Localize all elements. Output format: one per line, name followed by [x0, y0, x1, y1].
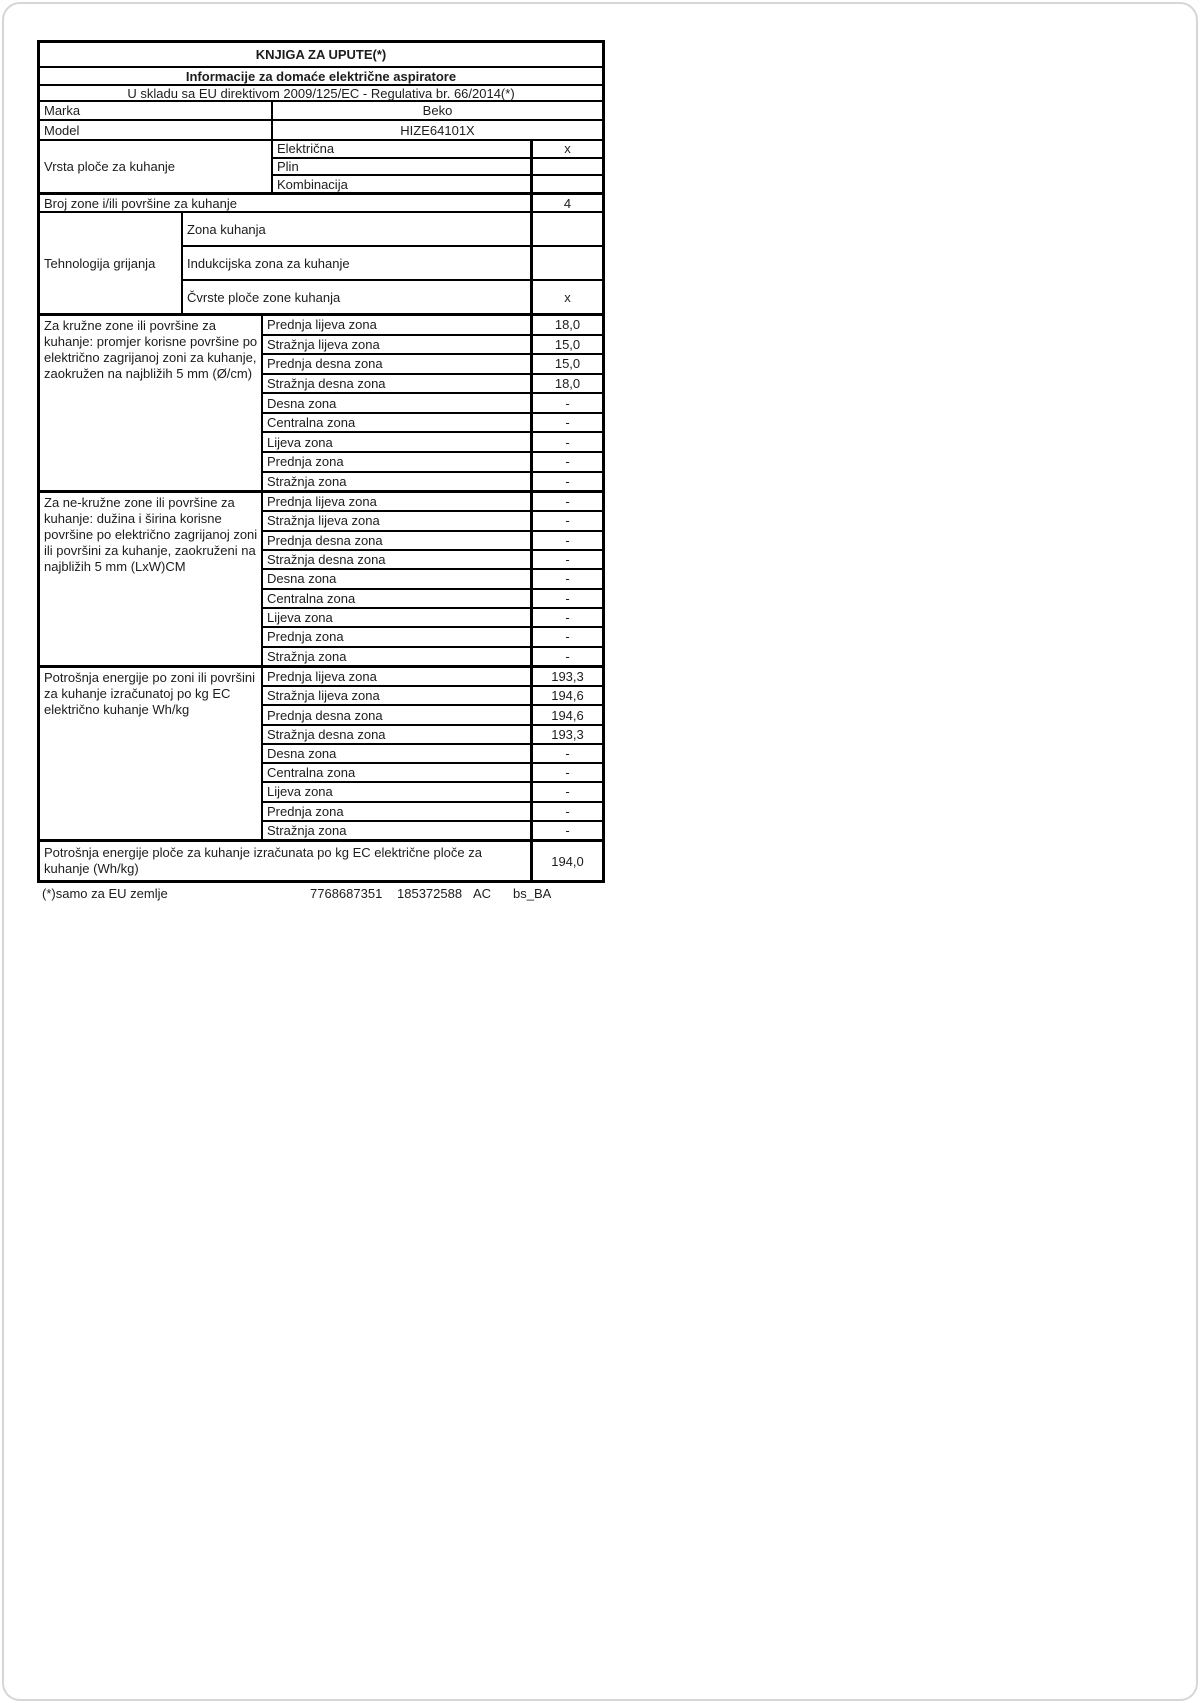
- footer: [37, 886, 605, 906]
- section-energy-label: Potrošnja energije po zoni ili površini za kuhanje izračunatoj po kg EC električno kuhanje Wh/kg: [40, 668, 263, 839]
- section-noncircular-rows: [263, 493, 602, 665]
- zone-count-value: 4: [530, 195, 602, 211]
- hob-type-row-value: [530, 176, 602, 192]
- zone-row: [263, 706, 602, 725]
- marka-label: Marka: [40, 102, 273, 119]
- hob-type-row: [273, 159, 602, 177]
- zone-row-label: Stražnja lijeva zona: [267, 336, 380, 352]
- heating-tech-label: Tehnologija grijanja: [40, 213, 183, 313]
- hob-type-row: [273, 176, 602, 192]
- heating-tech-row-value: [530, 247, 602, 279]
- zone-row-value: -: [530, 822, 602, 839]
- heating-tech-row-label: Čvrste ploče zone kuhanja: [187, 289, 341, 305]
- zone-row: [263, 822, 602, 839]
- zone-row-value: -: [530, 394, 602, 412]
- zone-row-value: -: [530, 628, 602, 645]
- zone-row-label: Prednja lijeva zona: [267, 317, 377, 333]
- model-value: HIZE64101X: [400, 122, 475, 138]
- zone-row-value: -: [530, 453, 602, 471]
- zone-row-label: Prednja lijeva zona: [267, 669, 377, 685]
- group-heating-tech: [40, 213, 602, 316]
- zone-row-value: -: [530, 551, 602, 568]
- zone-row-label: Stražnja zona: [267, 822, 347, 838]
- zone-row: [263, 453, 602, 473]
- zone-row-label: Centralna zona: [267, 765, 356, 781]
- total-energy-label: Potrošnja energije ploče za kuhanje izračunata po kg EC električne ploče za kuhanje (Wh/kg): [44, 845, 482, 876]
- zone-row-label: Prednja zona: [267, 803, 344, 819]
- zone-row-value: 15,0: [530, 355, 602, 373]
- zone-row: [263, 745, 602, 764]
- marka-value: Beko: [422, 103, 453, 118]
- footer-locale: bs_BA: [513, 886, 552, 901]
- fiche-title: KNJIGA ZA UPUTE(*): [40, 43, 602, 68]
- section-noncircular-zones: [40, 493, 602, 668]
- zone-row: [263, 414, 602, 434]
- heating-tech-row-label: Indukcijska zona za kuhanje: [187, 255, 350, 271]
- zone-row-value: -: [530, 745, 602, 762]
- zone-row-label: Stražnja zona: [267, 473, 347, 489]
- model-label: Model: [40, 121, 273, 139]
- zone-row-label: Centralna zona: [267, 590, 356, 606]
- zone-row: [263, 803, 602, 822]
- zone-row-label: Prednja zona: [267, 454, 344, 470]
- zone-row-label: Stražnja lijeva zona: [267, 513, 380, 529]
- zone-row-label: Prednja desna zona: [267, 707, 383, 723]
- zone-row-label: Desna zona: [267, 571, 337, 587]
- zone-row: [263, 628, 602, 647]
- section-circular-label: Za kružne zone ili površine za kuhanje: promjer korisne površine po električno zagrijanoj zoni za kuhanje, zaokružen na najbližih 5 mm (Ø/cm): [40, 316, 263, 490]
- zone-row-value: -: [530, 570, 602, 587]
- zone-row: [263, 355, 602, 375]
- zone-row-value: 193,3: [530, 726, 602, 743]
- zone-row-value: -: [530, 648, 602, 665]
- zone-row-label: Prednja desna zona: [267, 532, 383, 548]
- zone-row: [263, 648, 602, 665]
- zone-row-value: -: [530, 493, 602, 510]
- hob-type-row: [273, 141, 602, 159]
- row-model: [40, 121, 602, 141]
- product-fiche-table: [37, 40, 605, 883]
- zone-row: [263, 336, 602, 356]
- footer-code-3: AC: [473, 886, 492, 901]
- zone-row: [263, 375, 602, 395]
- zone-count-label: Broj zone i/ili površine za kuhanje: [44, 195, 237, 211]
- zone-row-value: -: [530, 609, 602, 626]
- zone-row: [263, 316, 602, 336]
- hob-type-label: Vrsta ploče za kuhanje: [40, 141, 273, 192]
- zone-row-label: Lijeva zona: [267, 610, 333, 626]
- heating-tech-row: [183, 281, 602, 313]
- zone-row-label: Stražnja desna zona: [267, 552, 386, 568]
- zone-row-label: Stražnja lijeva zona: [267, 688, 380, 704]
- zone-row-label: Desna zona: [267, 745, 337, 761]
- zone-row-value: -: [530, 512, 602, 529]
- zone-row: [263, 609, 602, 628]
- zone-row: [263, 394, 602, 414]
- zone-row-value: -: [530, 433, 602, 451]
- hob-type-row-label: Kombinacija: [277, 176, 348, 192]
- footer-code-2: 185372588: [397, 886, 463, 901]
- zone-row-label: Prednja zona: [267, 629, 344, 645]
- zone-row: [263, 687, 602, 706]
- zone-row-value: 18,0: [530, 316, 602, 334]
- zone-row-label: Lijeva zona: [267, 784, 333, 800]
- zone-row: [263, 473, 602, 491]
- group-hob-type: [40, 141, 602, 195]
- heating-tech-row-value: [530, 213, 602, 245]
- hob-type-rows: [273, 141, 602, 192]
- heating-tech-row: [183, 213, 602, 247]
- footer-code-1: 7768687351: [310, 886, 383, 901]
- zone-row-value: -: [530, 532, 602, 549]
- zone-row-label: Prednja lijeva zona: [267, 494, 377, 510]
- heating-tech-row-value: x: [530, 281, 602, 313]
- zone-row: [263, 433, 602, 453]
- section-circular-zones: [40, 316, 602, 493]
- zone-row-value: -: [530, 783, 602, 800]
- section-circular-rows: [263, 316, 602, 490]
- zone-row-label: Desna zona: [267, 395, 337, 411]
- zone-row-label: Stražnja desna zona: [267, 726, 386, 742]
- section-energy-rows: [263, 668, 602, 839]
- hob-type-row-value: x: [530, 141, 602, 157]
- total-energy-value: 194,0: [530, 842, 602, 880]
- zone-row: [263, 764, 602, 783]
- zone-row-value: -: [530, 590, 602, 607]
- zone-row: [263, 590, 602, 609]
- section-energy-per-zone: [40, 668, 602, 842]
- heating-tech-row: [183, 247, 602, 281]
- zone-row: [263, 570, 602, 589]
- zone-row: [263, 551, 602, 570]
- zone-row-value: 194,6: [530, 687, 602, 704]
- hob-type-row-label: Električna: [277, 141, 335, 157]
- hob-type-row-value: [530, 159, 602, 175]
- zone-row-value: -: [530, 764, 602, 781]
- zone-row-value: 15,0: [530, 336, 602, 354]
- hob-type-row-label: Plin: [277, 159, 299, 174]
- zone-row: [263, 532, 602, 551]
- zone-row-label: Stražnja desna zona: [267, 375, 386, 391]
- heating-tech-row-label: Zona kuhanja: [187, 221, 266, 237]
- zone-row-value: 193,3: [530, 668, 602, 685]
- zone-row: [263, 726, 602, 745]
- zone-row-value: 18,0: [530, 375, 602, 393]
- row-total-energy: [40, 842, 602, 880]
- zone-row-value: 194,6: [530, 706, 602, 723]
- zone-row-label: Prednja desna zona: [267, 356, 383, 372]
- fiche-directive-line: U skladu sa EU direktivom 2009/125/EC - Regulativa br. 66/2014(*): [40, 86, 602, 102]
- fiche-subtitle: Informacije za domaće električne aspiratore: [40, 68, 602, 86]
- zone-row-label: Lijeva zona: [267, 434, 333, 450]
- section-noncircular-label: Za ne-kružne zone ili površine za kuhanje: dužina i širina korisne površine po električno zagrijanoj zoni ili površini za kuhanje, zaokruženi na najbližih 5 mm (LxW)CM: [40, 493, 263, 665]
- zone-row-value: -: [530, 414, 602, 432]
- zone-row-value: -: [530, 803, 602, 820]
- zone-row: [263, 668, 602, 687]
- zone-row: [263, 783, 602, 802]
- footer-note: (*)samo za EU zemlje: [42, 886, 168, 901]
- row-marka: [40, 102, 602, 121]
- zone-row-label: Centralna zona: [267, 415, 356, 431]
- zone-row-value: -: [530, 473, 602, 491]
- zone-row: [263, 493, 602, 512]
- heating-tech-rows: [183, 213, 602, 313]
- row-zone-count: [40, 195, 602, 213]
- zone-row-label: Stražnja zona: [267, 648, 347, 664]
- zone-row: [263, 512, 602, 531]
